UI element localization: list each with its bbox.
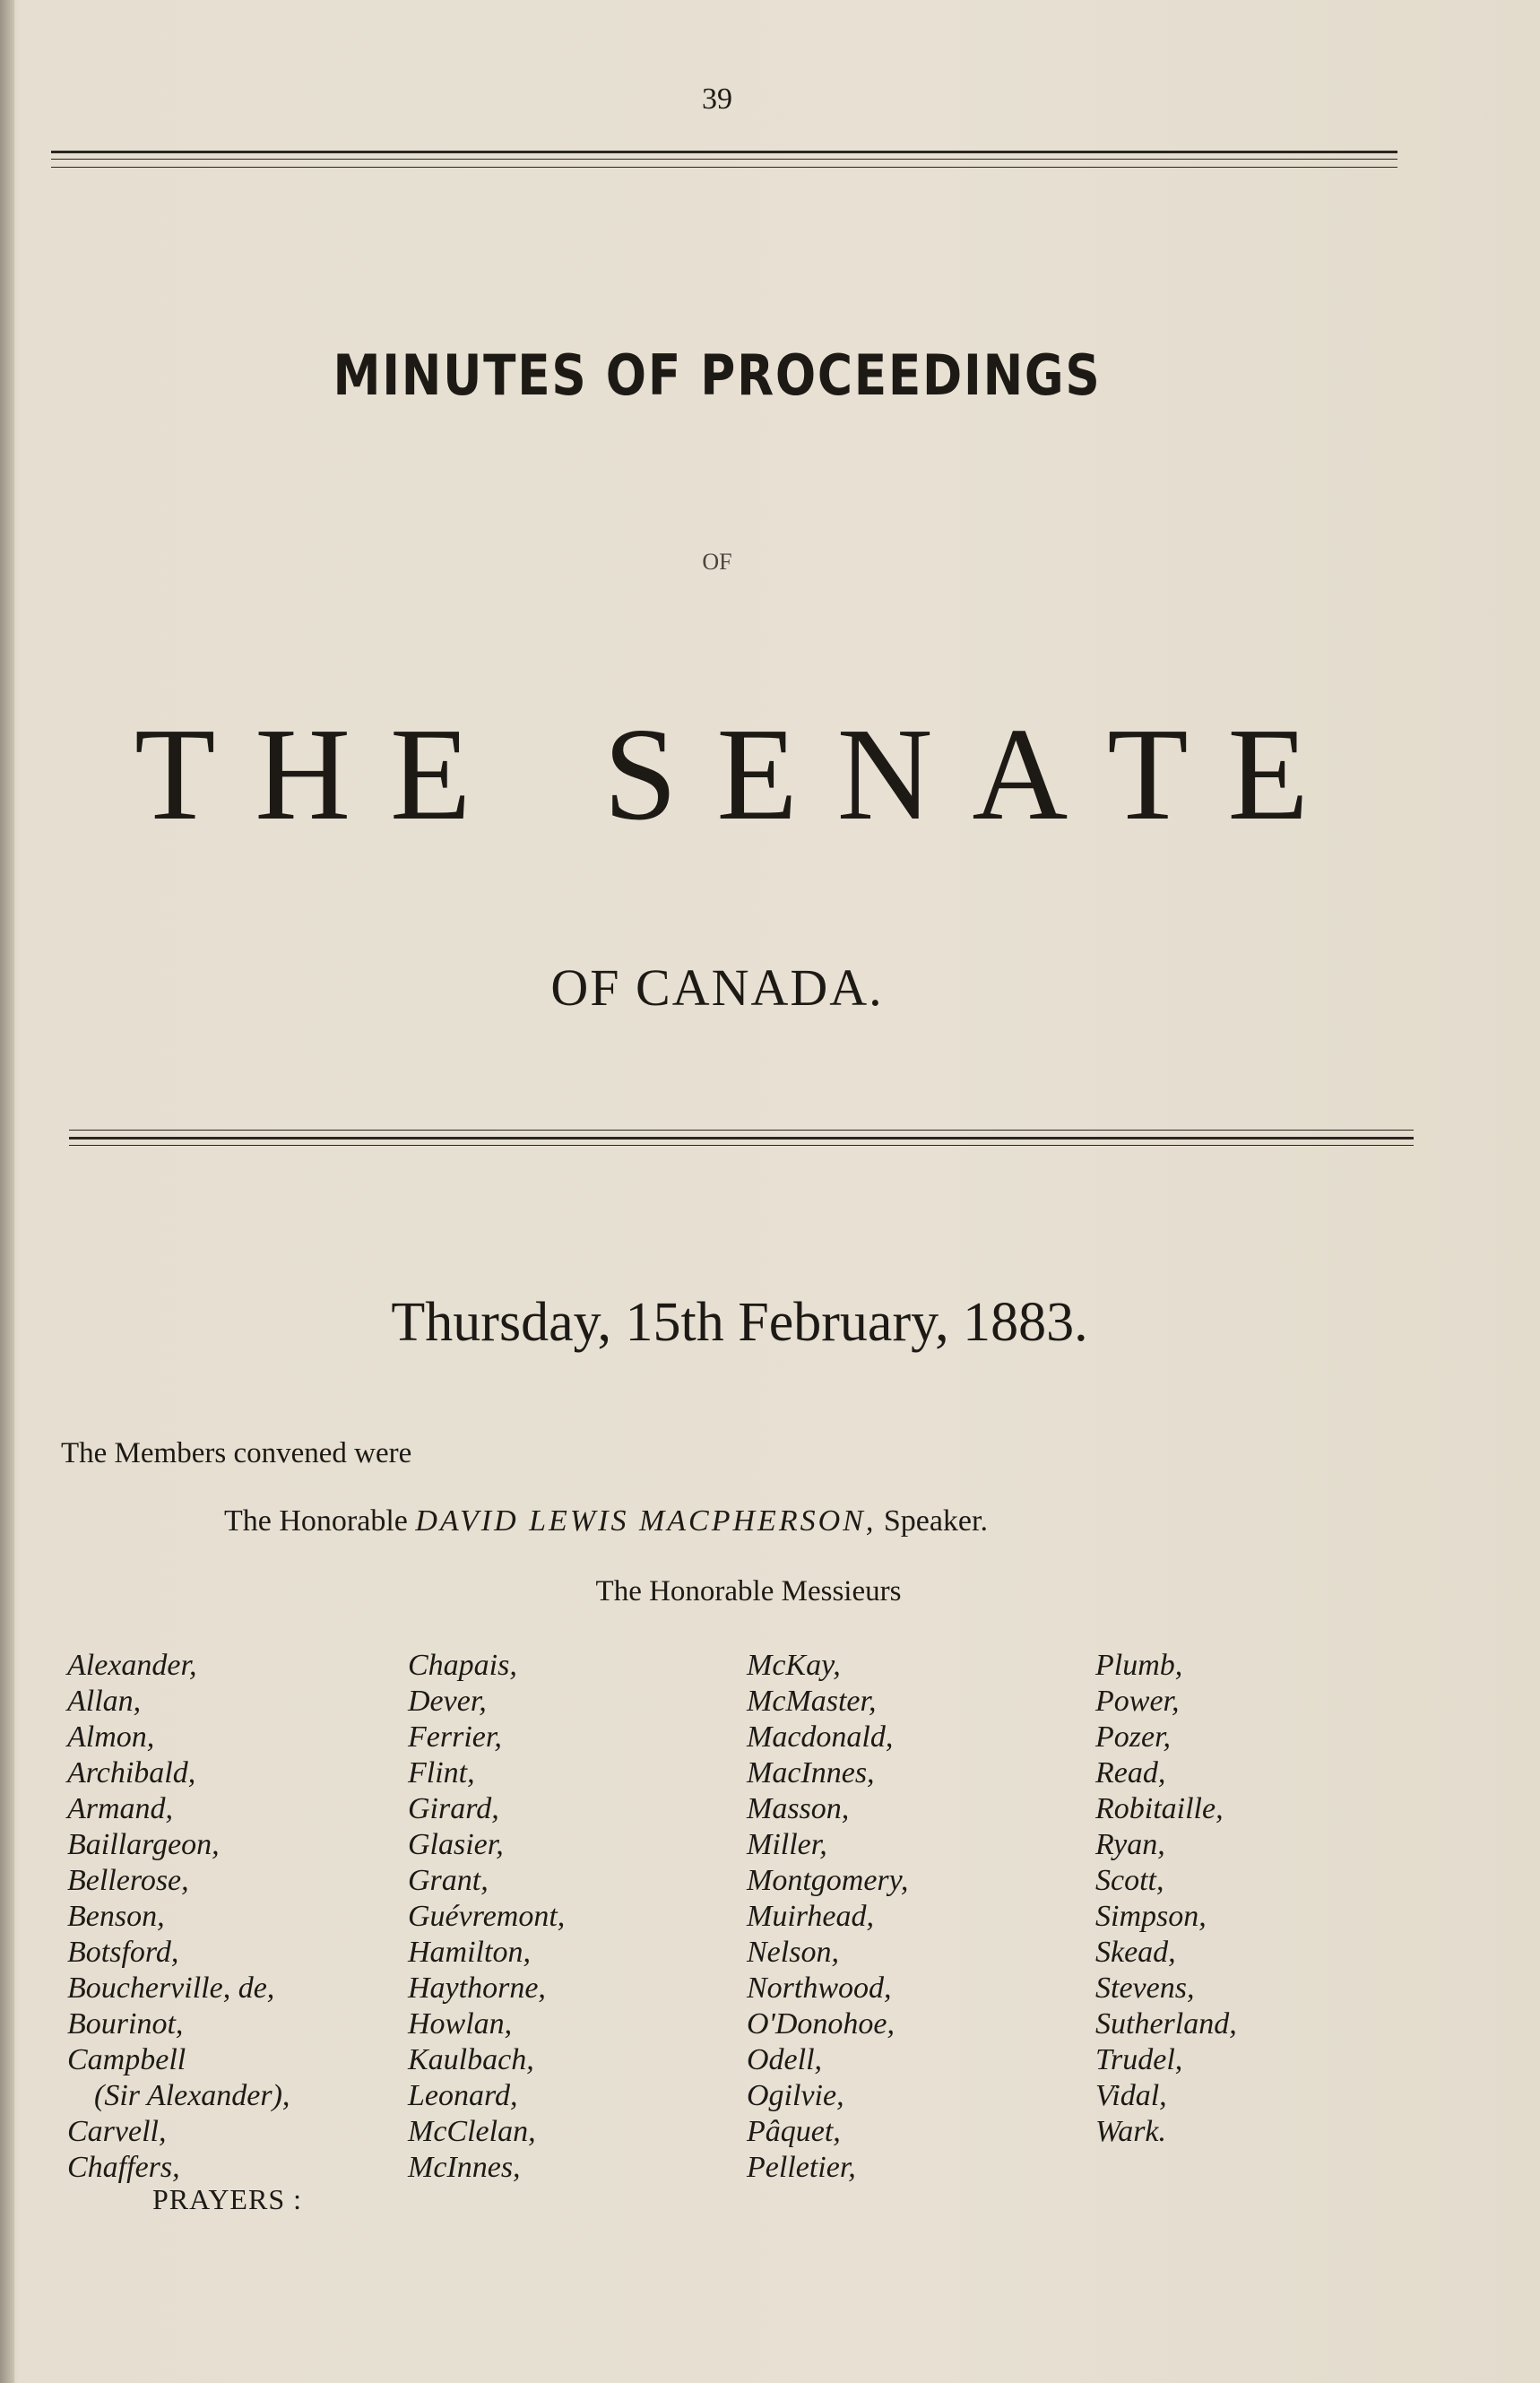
senator-name: Benson,: [67, 1900, 165, 1933]
senator-name: MacInnes,: [747, 1756, 875, 1789]
top-rule-third: [51, 167, 1397, 168]
title-letter: H: [255, 701, 351, 848]
senator-name: Grant,: [408, 1864, 489, 1897]
senate-title: [134, 701, 1309, 848]
senator-name: McClelan,: [408, 2115, 536, 2148]
senator-name: Muirhead,: [747, 1900, 874, 1933]
title-letter: E: [716, 701, 798, 848]
senator-name: Scott,: [1095, 1864, 1164, 1897]
senator-name: Northwood,: [747, 1971, 892, 2005]
senator-name: McKay,: [747, 1649, 841, 1682]
senator-name: Miller,: [747, 1828, 827, 1861]
title-letter: S: [603, 701, 678, 848]
title-letter: E: [1227, 701, 1309, 848]
senator-name: Simpson,: [1095, 1900, 1207, 1933]
senator-name: Ferrier,: [408, 1720, 502, 1754]
title-gap: [510, 708, 564, 841]
names-column-2: [408, 1648, 565, 2186]
senator-name: O'Donohoe,: [747, 2007, 895, 2041]
speaker-line: [224, 1504, 988, 1538]
members-convened: The Members convened were: [61, 1437, 412, 1469]
senator-name: Boucherville, de,: [67, 1971, 275, 2005]
senator-name: Ryan,: [1095, 1828, 1165, 1861]
senator-name: Power,: [1095, 1685, 1180, 1718]
senator-name: Odell,: [747, 2043, 823, 2076]
senator-name: Pozer,: [1095, 1720, 1172, 1754]
senator-name: Stevens,: [1095, 1971, 1195, 2005]
senator-name: Ogilvie,: [747, 2079, 844, 2112]
senator-name: Robitaille,: [1095, 1792, 1224, 1825]
senator-name: Macdonald,: [747, 1720, 894, 1754]
names-column-3: [747, 1648, 908, 2186]
speaker-prefix: The Honorable: [224, 1504, 408, 1538]
prayers-heading: PRAYERS :: [152, 2183, 302, 2215]
senator-name: Trudel,: [1095, 2043, 1183, 2076]
mid-rule-third: [69, 1145, 1414, 1146]
senator-name: Sutherland,: [1095, 2007, 1237, 2041]
senator-name: Guévremont,: [408, 1900, 566, 1933]
session-date: Thursday, 15th February, 1883.: [391, 1292, 1088, 1353]
senator-name: Howlan,: [408, 2007, 513, 2041]
senator-name: Hamilton,: [408, 1936, 531, 1969]
senator-name: Bourinot,: [67, 2007, 184, 2041]
senator-name: Flint,: [408, 1756, 475, 1789]
senator-name: Nelson,: [747, 1936, 839, 1969]
senator-name: Glasier,: [408, 1828, 504, 1861]
senator-name: (Sir Alexander),: [94, 2079, 290, 2112]
title-letter: T: [134, 701, 216, 848]
senator-name: Masson,: [747, 1792, 850, 1825]
title-letter: E: [390, 701, 472, 848]
mid-rule-double: [69, 1137, 1414, 1140]
senator-name: McInnes,: [408, 2151, 521, 2184]
speaker-name: DAVID LEWIS MACPHERSON,: [415, 1504, 877, 1538]
top-rule-double: [51, 159, 1397, 160]
book-spine-shadow: [0, 0, 14, 2383]
senator-name: Dever,: [408, 1685, 487, 1718]
minutes-heading: MINUTES OF PROCEEDINGS: [333, 342, 1102, 408]
senator-name: Allan,: [67, 1685, 142, 1718]
title-letter: N: [836, 701, 933, 848]
messieurs-heading: The Honorable Messieurs: [595, 1575, 902, 1607]
senator-name: Chapais,: [408, 1649, 517, 1682]
speaker-role: Speaker.: [883, 1504, 988, 1538]
senator-name: Pelletier,: [747, 2151, 856, 2184]
mid-rule: [69, 1130, 1414, 1131]
title-letter: T: [1107, 701, 1189, 848]
senator-name: McMaster,: [747, 1685, 877, 1718]
senator-name: Carvell,: [67, 2115, 167, 2148]
names-column-1: [67, 1648, 290, 2186]
top-rule: [51, 151, 1397, 153]
title-letter: A: [972, 701, 1068, 848]
names-column-4: [1095, 1648, 1237, 2150]
page-number: 39: [702, 82, 732, 116]
senator-name: Archibald,: [67, 1756, 196, 1789]
senator-name: Wark.: [1095, 2115, 1167, 2148]
senator-name: Kaulbach,: [408, 2043, 534, 2076]
senator-name: Read,: [1095, 1756, 1166, 1789]
of-connector: OF: [702, 549, 732, 575]
senator-name: Almon,: [67, 1720, 155, 1754]
senator-name: Pâquet,: [747, 2115, 841, 2148]
senator-name: Armand,: [67, 1792, 174, 1825]
senator-name: Chaffers,: [67, 2151, 180, 2184]
senator-name: Botsford,: [67, 1936, 179, 1969]
senator-name: Bellerose,: [67, 1864, 189, 1897]
senator-name: Leonard,: [408, 2079, 518, 2112]
senator-name: Haythorne,: [408, 1971, 546, 2005]
senator-name: Montgomery,: [747, 1864, 909, 1897]
senator-name: Plumb,: [1095, 1649, 1183, 1682]
of-canada-subtitle: OF CANADA.: [550, 958, 884, 1017]
senator-name: Baillargeon,: [67, 1828, 220, 1861]
senator-name: Girard,: [408, 1792, 499, 1825]
senator-name: Campbell: [67, 2043, 186, 2076]
senator-name: Skead,: [1095, 1936, 1176, 1969]
senator-name: Alexander,: [67, 1649, 197, 1682]
senator-name: Vidal,: [1095, 2079, 1167, 2112]
